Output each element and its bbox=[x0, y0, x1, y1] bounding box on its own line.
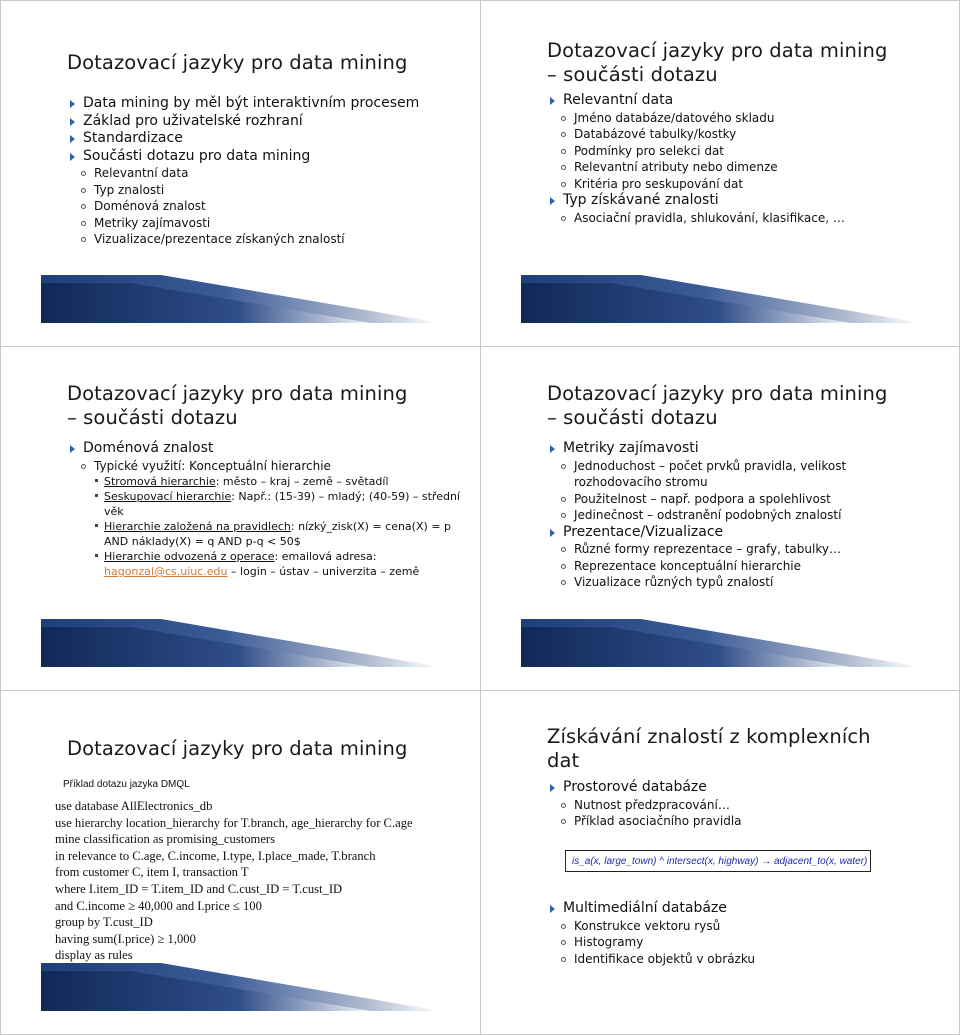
bullet-item: Standardizace bbox=[69, 130, 474, 148]
slide-title-line: Dotazovací jazyky pro data mining bbox=[547, 382, 888, 405]
slide-decoration-shape bbox=[41, 275, 441, 323]
slide-3 bbox=[0, 346, 481, 691]
slide-title-line: Dotazovací jazyky pro data mining bbox=[547, 39, 888, 62]
slide-1 bbox=[0, 0, 481, 347]
dmql-query bbox=[55, 798, 413, 964]
sub-item: Podmínky pro selekci dat bbox=[549, 143, 953, 160]
sub-item: Typické využití: Konceptuální hierarchie bbox=[69, 458, 474, 475]
slide-title-line: – součásti dotazu bbox=[67, 406, 238, 429]
sub-item: Doménová znalost bbox=[69, 198, 474, 215]
slide-title-line: dat bbox=[547, 749, 580, 772]
sub-item: Jedinečnost – odstranění podobných znalostí bbox=[549, 507, 953, 524]
bullet-item: Prostorové databáze bbox=[549, 779, 953, 797]
slide-6 bbox=[480, 690, 960, 1035]
slide-title-line: Získávání znalostí z komplexních bbox=[547, 725, 871, 748]
sub-item: Různé formy reprezentace – grafy, tabulky… bbox=[549, 541, 953, 558]
bullet-item: Základ pro uživatelské rozhraní bbox=[69, 113, 474, 131]
sub-item: Relevantní data bbox=[69, 165, 474, 182]
slide-title-line: – součásti dotazu bbox=[547, 406, 718, 429]
query-line: group by T.cust_ID bbox=[55, 915, 153, 930]
slide-decoration-shape bbox=[521, 275, 921, 323]
sub-item: Databázové tabulky/kostky bbox=[549, 126, 953, 143]
sub-item: Jméno databáze/datového skladu bbox=[549, 110, 953, 127]
query-line: from customer C, item I, transaction T bbox=[55, 865, 249, 880]
bullet-item: Metriky zajímavosti bbox=[549, 440, 953, 458]
bullet-item: Součásti dotazu pro data mining bbox=[69, 148, 474, 166]
sub-item: Relevantní atributy nebo dimenze bbox=[549, 159, 953, 176]
query-line: use hierarchy location_hierarchy for T.branch, age_hierarchy for C.age bbox=[55, 815, 413, 830]
query-line: having sum(I.price) ≥ 1,000 bbox=[55, 931, 196, 946]
bullet-item: Typ získávané znalosti bbox=[549, 192, 953, 210]
bullet-item: Relevantní data bbox=[549, 92, 953, 110]
query-line: in relevance to C.age, C.income, I.type, I.place_made, T.branch bbox=[55, 848, 376, 863]
slide-title: Dotazovací jazyky pro data mining bbox=[67, 51, 408, 74]
query-line: and C.income ≥ 40,000 and I.price ≤ 100 bbox=[55, 898, 262, 913]
slide-content bbox=[549, 92, 953, 226]
slide-title bbox=[547, 39, 887, 87]
detail-term: Hierarchie odvozená z operace bbox=[104, 550, 275, 563]
detail-text: – login – ústav – univerzita – země bbox=[227, 565, 420, 578]
email-link[interactable]: hagonzal@cs.uiuc.edu bbox=[104, 565, 228, 578]
bullet-item: Doménová znalost bbox=[69, 440, 474, 458]
slide-title bbox=[547, 725, 871, 773]
slide-content bbox=[549, 440, 953, 591]
sub-item: Příklad asociačního pravidla bbox=[549, 813, 953, 830]
detail-text: : Např.: (15-39) – mladý; (40-59) – střední věk bbox=[104, 490, 460, 518]
slide-content bbox=[549, 900, 953, 967]
sub-item: Jednoduchost – počet prvků pravidla, velikost rozhodovacího stromu bbox=[549, 458, 953, 491]
slide-content bbox=[69, 440, 474, 579]
sub-item: Použitelnost – např. podpora a spolehlivost bbox=[549, 491, 953, 508]
detail-item bbox=[69, 519, 474, 549]
detail-item bbox=[69, 549, 474, 579]
query-line: mine classification as promising_customers bbox=[55, 832, 275, 847]
sub-item: Nutnost předzpracování… bbox=[549, 797, 953, 814]
sub-item: Metriky zajímavosti bbox=[69, 215, 474, 232]
slide-2 bbox=[480, 0, 960, 347]
detail-term: Hierarchie založená na pravidlech bbox=[104, 520, 291, 533]
sub-item: Histogramy bbox=[549, 934, 953, 951]
sub-item: Identifikace objektů v obrázku bbox=[549, 951, 953, 968]
bullet-item: Multimediální databáze bbox=[549, 900, 953, 918]
query-line: use database AllElectronics_db bbox=[55, 799, 213, 813]
bullet-item: Prezentace/Vizualizace bbox=[549, 524, 953, 542]
slide-title: Dotazovací jazyky pro data mining bbox=[67, 737, 408, 760]
query-caption: Příklad dotazu jazyka DMQL bbox=[63, 779, 190, 790]
slide-title-line: – součásti dotazu bbox=[547, 63, 718, 86]
detail-text: : město – kraj – země – světadíl bbox=[215, 475, 389, 488]
detail-item bbox=[69, 474, 474, 489]
sub-item: Typ znalosti bbox=[69, 182, 474, 199]
slide-decoration-shape bbox=[521, 619, 921, 667]
bullet-item: Data mining by měl být interaktivním procesem bbox=[69, 95, 474, 113]
sub-item: Vizualizace různých typů znalostí bbox=[549, 574, 953, 591]
association-rule-formula: is_a(x, large_town) ^ intersect(x, highway) → adjacent_to(x, water) bbox=[565, 850, 871, 872]
slide-title bbox=[67, 382, 407, 430]
query-line: where I.item_ID = T.item_ID and C.cust_ID = T.cust_ID bbox=[55, 881, 343, 896]
slide-5 bbox=[0, 690, 481, 1035]
sub-item: Kritéria pro seskupování dat bbox=[549, 176, 953, 193]
slide-content bbox=[69, 95, 474, 248]
detail-text: : emailová adresa: bbox=[274, 550, 377, 563]
sub-item: Reprezentace konceptuální hierarchie bbox=[549, 558, 953, 575]
slide-title bbox=[547, 382, 887, 430]
sub-item: Konstrukce vektoru rysů bbox=[549, 918, 953, 935]
detail-term: Stromová hierarchie bbox=[104, 475, 216, 488]
sub-item: Asociační pravidla, shlukování, klasifikace, … bbox=[549, 210, 953, 227]
slide-decoration-shape bbox=[41, 963, 441, 1011]
query-line: display as rules bbox=[55, 948, 133, 963]
sub-item: Vizualizace/prezentace získaných znalostí bbox=[69, 231, 474, 248]
detail-term: Seskupovací hierarchie bbox=[104, 490, 232, 503]
detail-item bbox=[69, 489, 474, 519]
slide-content bbox=[549, 779, 953, 830]
detail-text: : nízký_zisk(X) = cena(X) = p AND náklady(X) = q AND p-q < 50$ bbox=[104, 520, 451, 548]
slide-title-line: Dotazovací jazyky pro data mining bbox=[67, 382, 408, 405]
slide-4 bbox=[480, 346, 960, 691]
slide-decoration-shape bbox=[41, 619, 441, 667]
